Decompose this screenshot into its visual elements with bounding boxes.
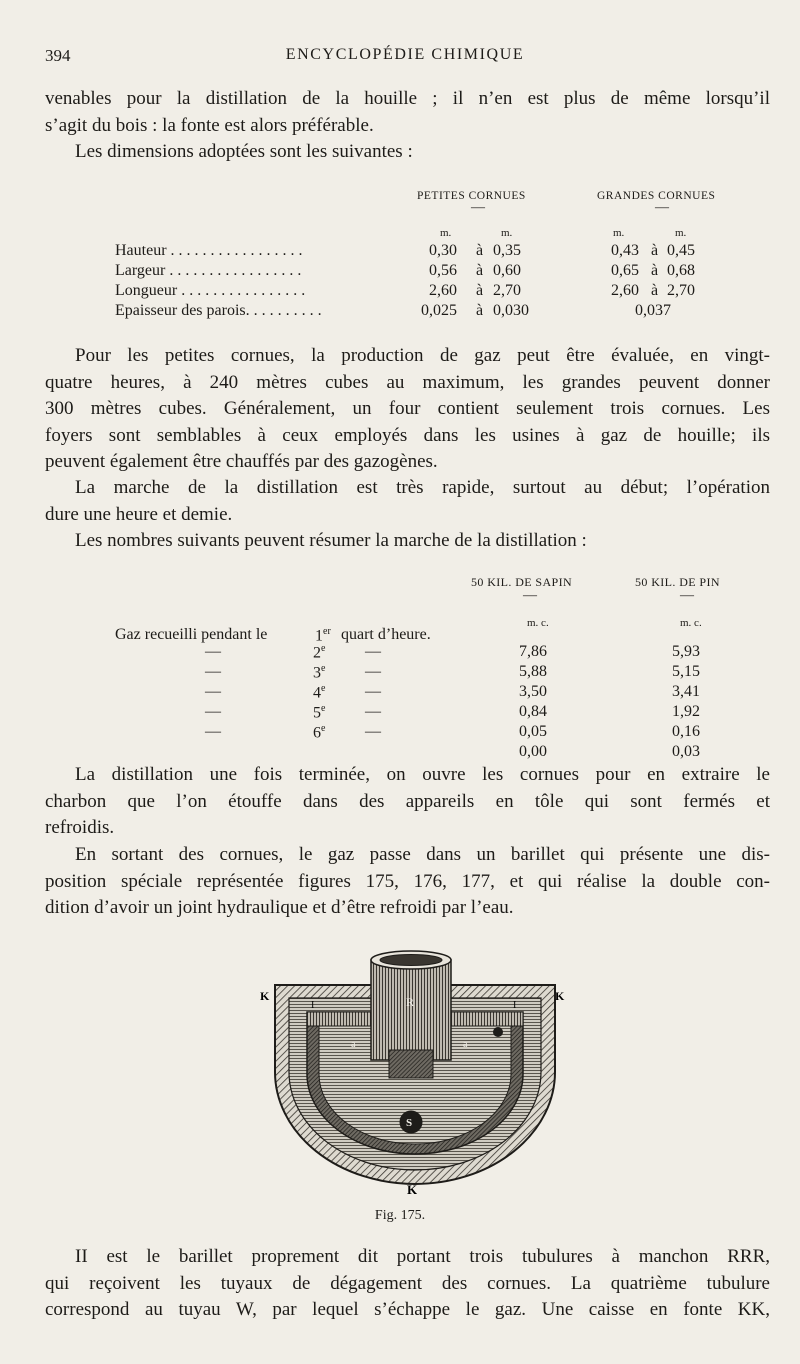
value-sapin: 0,84 bbox=[519, 703, 547, 720]
paragraph-3 bbox=[45, 343, 770, 476]
value: 0,60 bbox=[493, 262, 521, 279]
ditto-dash: — bbox=[205, 683, 221, 700]
column-header-grandes: GRANDES CORNUES bbox=[597, 190, 716, 202]
text-line: venables pour la distillation de la houille ; il n’en est plus de même lorsqu’il bbox=[45, 88, 770, 109]
text-line: correspond au tuyau W, par lequel s’échappe le gaz. Une caisse en fonte KK, bbox=[45, 1299, 770, 1320]
text-line: refroidis. bbox=[45, 817, 115, 838]
value: 0,65 bbox=[611, 262, 639, 279]
ordinal: 2e bbox=[313, 643, 326, 662]
table-row bbox=[115, 302, 735, 322]
value-pin: 0,16 bbox=[672, 723, 700, 740]
unit-label: m. bbox=[440, 227, 452, 239]
text-line: En sortant des cornues, le gaz passe dans un barillet qui présente une dis- bbox=[75, 844, 770, 865]
column-header-pin: 50 KIL. DE PIN bbox=[635, 575, 720, 589]
separator: à bbox=[651, 262, 659, 279]
value: 0,037 bbox=[635, 302, 671, 319]
text-line: foyers sont semblables à ceux employés dans les usines à gaz de houille; ils bbox=[45, 424, 770, 446]
label-i-right: I bbox=[513, 1000, 517, 1011]
text-line: charbon que l’on étouffe dans des appareils en tôle qui sont fermés et bbox=[45, 790, 770, 812]
text-line: qui reçoivent les tuyaux de dégagement des cornues. La quatrième tubulure bbox=[45, 1272, 770, 1294]
separator: à bbox=[476, 242, 484, 259]
ditto-dash: — bbox=[365, 683, 381, 700]
unit-label: m. c. bbox=[680, 617, 702, 629]
separator: à bbox=[476, 302, 484, 319]
text-line: Pour les petites cornues, la production de gaz peut être évaluée, en vingt- bbox=[75, 345, 770, 366]
value-pin: 0,03 bbox=[672, 743, 700, 760]
ordinal: 1er bbox=[315, 626, 331, 645]
text-line: La marche de la distillation est très rapide, surtout au début; l’opération bbox=[75, 477, 770, 498]
label-i-left: I bbox=[311, 1000, 315, 1011]
label-a-right: a bbox=[463, 1039, 468, 1050]
text-line: position spéciale représentée figures 175, 176, 177, et qui réalise la double con- bbox=[45, 870, 770, 892]
column-dash: — bbox=[680, 588, 694, 603]
row-label: Gaz recueilli pendant le bbox=[115, 626, 268, 643]
ditto-dash: — bbox=[365, 703, 381, 720]
table-row bbox=[115, 683, 755, 703]
column-dash: — bbox=[655, 200, 669, 215]
value-pin: 5,93 bbox=[672, 643, 700, 660]
row-label: Largeur . . . . . . . . . . . . . . . . . bbox=[115, 262, 302, 279]
row-label: Longueur . . . . . . . . . . . . . . . . bbox=[115, 282, 306, 299]
value: 0,030 bbox=[493, 302, 529, 319]
text-line: peuvent également être chauffés par des gazogènes. bbox=[45, 451, 438, 472]
unit-label: m. bbox=[501, 227, 513, 239]
unit-label: m. c. bbox=[527, 617, 549, 629]
text-line: dure une heure et demie. bbox=[45, 503, 233, 525]
unit-label: m. bbox=[675, 227, 687, 239]
paragraph-8 bbox=[45, 1244, 770, 1324]
value: 2,60 bbox=[611, 282, 639, 299]
value: 0,45 bbox=[667, 242, 695, 259]
value-sapin: 0,05 bbox=[519, 723, 547, 740]
paragraph-6 bbox=[45, 762, 770, 842]
row-label: quart d’heure. bbox=[341, 626, 431, 643]
table-row-last-values bbox=[115, 723, 755, 760]
label-k-left: K bbox=[260, 989, 270, 1003]
column-header-petites: PETITES CORNUES bbox=[417, 190, 526, 202]
value: 0,56 bbox=[429, 262, 457, 279]
tube-opening bbox=[380, 955, 442, 966]
text-line: II est le barillet proprement dit portant trois tubulures à manchon RRR, bbox=[75, 1246, 770, 1267]
value-sapin: 0,00 bbox=[519, 743, 547, 760]
text-line: dition d’avoir un joint hydraulique et d’être refroidi par l’eau. bbox=[45, 897, 514, 918]
paragraph-5 bbox=[45, 528, 770, 555]
value: 2,70 bbox=[493, 282, 521, 299]
column-header-sapin: 50 KIL. DE SAPIN bbox=[471, 575, 573, 589]
ditto-dash: — bbox=[365, 643, 381, 660]
ditto-dash: — bbox=[205, 643, 221, 660]
ditto-dash: — bbox=[365, 723, 381, 740]
table-row bbox=[115, 262, 735, 282]
value-pin: 5,15 bbox=[672, 663, 700, 680]
label-k-right: K bbox=[555, 989, 565, 1003]
row-label: Epaisseur des parois. . . . . . . . . . bbox=[115, 302, 322, 319]
table-row bbox=[115, 703, 755, 723]
value-sapin: 7,86 bbox=[519, 643, 547, 660]
unit-label: m. bbox=[613, 227, 625, 239]
ordinal: 3e bbox=[313, 663, 326, 682]
barillet-figure bbox=[255, 940, 565, 1202]
text-line: La distillation une fois terminée, on ouvre les cornues pour en extraire le bbox=[75, 764, 770, 785]
ordinal: 6e bbox=[313, 723, 326, 742]
label-k-bottom: K bbox=[407, 1182, 418, 1197]
table-row bbox=[115, 242, 735, 262]
label-s: S bbox=[406, 1117, 413, 1129]
table-row bbox=[115, 663, 755, 683]
page-header bbox=[45, 46, 765, 70]
value-sapin: 5,88 bbox=[519, 663, 547, 680]
bolt bbox=[493, 1027, 503, 1037]
value: 0,68 bbox=[667, 262, 695, 279]
value: 2,70 bbox=[667, 282, 695, 299]
text-line: Les dimensions adoptées sont les suivantes : bbox=[75, 141, 413, 162]
text-line: Les nombres suivants peuvent résumer la marche de la distillation : bbox=[75, 530, 587, 551]
text-line: 300 mètres cubes. Généralement, un four contient seulement trois cornues. Les bbox=[45, 398, 770, 419]
ordinal: 4e bbox=[313, 683, 326, 702]
value: 0,35 bbox=[493, 242, 521, 259]
ditto-dash: — bbox=[205, 663, 221, 680]
table-row bbox=[115, 282, 735, 302]
tube-foot bbox=[389, 1050, 433, 1078]
value: 0,43 bbox=[611, 242, 639, 259]
value: 0,30 bbox=[429, 242, 457, 259]
separator: à bbox=[476, 262, 484, 279]
tube-r bbox=[371, 960, 451, 1060]
running-title: ENCYCLOPÉDIE CHIMIQUE bbox=[285, 46, 525, 63]
table-row bbox=[115, 643, 755, 663]
figure-caption: Fig. 175. bbox=[374, 1208, 426, 1223]
value-pin: 1,92 bbox=[672, 703, 700, 720]
value-pin: 3,41 bbox=[672, 683, 700, 700]
label-a-left: a bbox=[351, 1039, 356, 1050]
page-number: 394 bbox=[45, 46, 71, 65]
value: 2,60 bbox=[429, 282, 457, 299]
paragraph-4 bbox=[45, 475, 770, 528]
paragraph-2 bbox=[45, 139, 770, 166]
separator: à bbox=[476, 282, 484, 299]
separator: à bbox=[651, 242, 659, 259]
column-dash: — bbox=[523, 588, 537, 603]
column-dash: — bbox=[471, 200, 485, 215]
label-r: R bbox=[406, 995, 415, 1009]
text-line: quatre heures, à 240 mètres cubes au maximum, les grandes peuvent donner bbox=[45, 371, 770, 393]
text-line: s’agit du bois : la fonte est alors préférable. bbox=[45, 114, 374, 136]
value: 0,025 bbox=[421, 302, 457, 319]
row-label: Hauteur . . . . . . . . . . . . . . . . . bbox=[115, 242, 303, 259]
paragraph-7 bbox=[45, 842, 770, 922]
ordinal: 5e bbox=[313, 703, 326, 722]
ditto-dash: — bbox=[365, 663, 381, 680]
ditto-dash: — bbox=[205, 723, 221, 740]
value-sapin: 3,50 bbox=[519, 683, 547, 700]
paragraph-1 bbox=[45, 86, 770, 139]
separator: à bbox=[651, 282, 659, 299]
ditto-dash: — bbox=[205, 703, 221, 720]
